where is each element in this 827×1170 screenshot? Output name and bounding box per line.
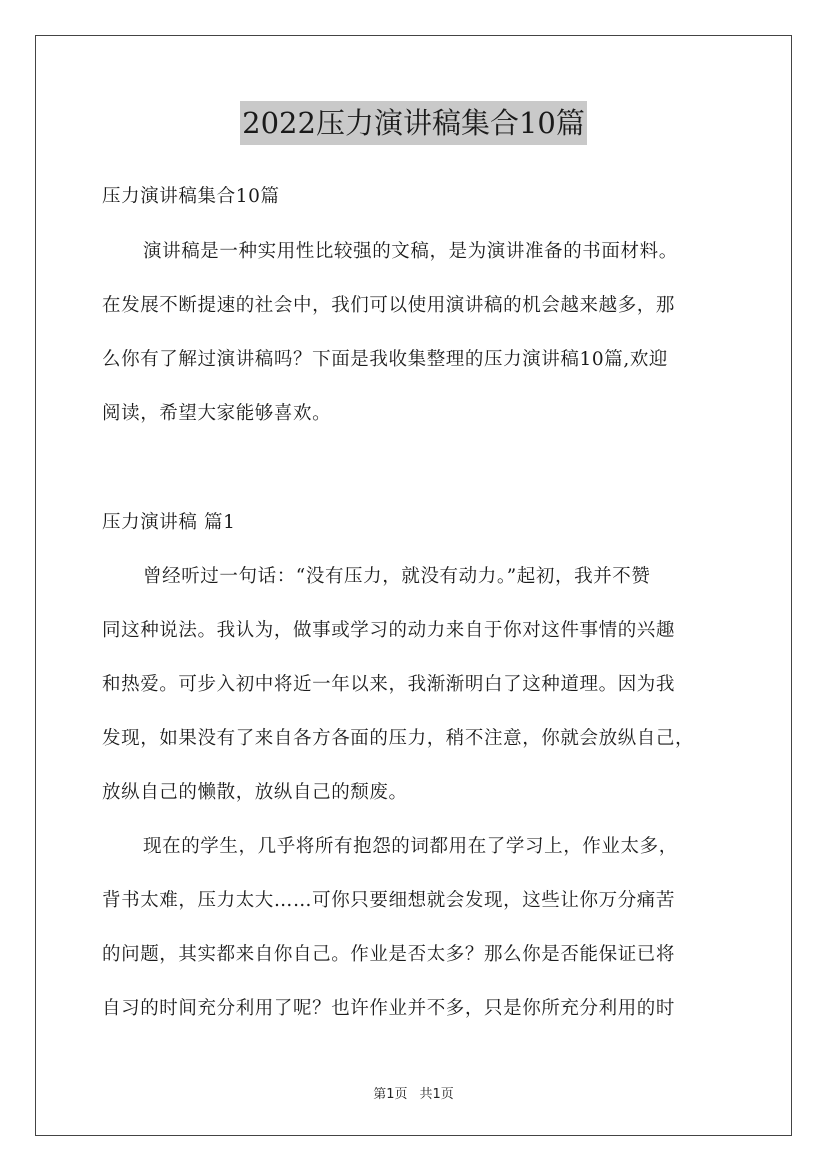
subtitle: 压力演讲稿集合10篇	[102, 186, 280, 207]
page-number: 第1页	[373, 1087, 408, 1102]
page-footer	[0, 1083, 827, 1102]
paragraph-line: 曾经听过一句话：“没有压力，就没有动力。”起初，我并不赞	[143, 566, 651, 587]
intro-line: 在发展不断提速的社会中，我们可以使用演讲稿的机会越来越多，那	[102, 295, 676, 316]
paragraph-line: 同这种说法。我认为，做事或学习的动力来自于你对这件事情的兴趣	[102, 620, 676, 641]
document-title	[0, 101, 827, 145]
intro-line: 么你有了解过演讲稿吗？下面是我收集整理的压力演讲稿10篇,欢迎	[102, 349, 669, 370]
document-title-text: 2022压力演讲稿集合10篇	[240, 101, 587, 145]
paragraph-line: 背书太难，压力太大……可你只要细想就会发现，这些让你万分痛苦	[102, 890, 676, 911]
paragraph-line: 现在的学生，几乎将所有抱怨的词都用在了学习上，作业太多，	[143, 836, 678, 857]
section-heading: 压力演讲稿 篇1	[102, 512, 236, 533]
paragraph-line: 发现，如果没有了来自各方各面的压力，稍不注意，你就会放纵自己，	[102, 728, 695, 749]
paragraph-line: 和热爱。可步入初中将近一年以来，我渐渐明白了这种道理。因为我	[102, 674, 676, 695]
intro-line: 阅读，希望大家能够喜欢。	[102, 403, 332, 424]
intro-line: 演讲稿是一种实用性比较强的文稿，是为演讲准备的书面材料。	[143, 241, 678, 262]
paragraph-line: 自习的时间充分利用了呢？也许作业并不多，只是你所充分利用的时	[102, 998, 676, 1019]
page-total: 共1页	[419, 1087, 454, 1102]
paragraph-line: 的问题，其实都来自你自己。作业是否太多？那么你是否能保证已将	[102, 944, 676, 965]
paragraph-line: 放纵自己的懒散，放纵自己的颓废。	[102, 782, 408, 803]
